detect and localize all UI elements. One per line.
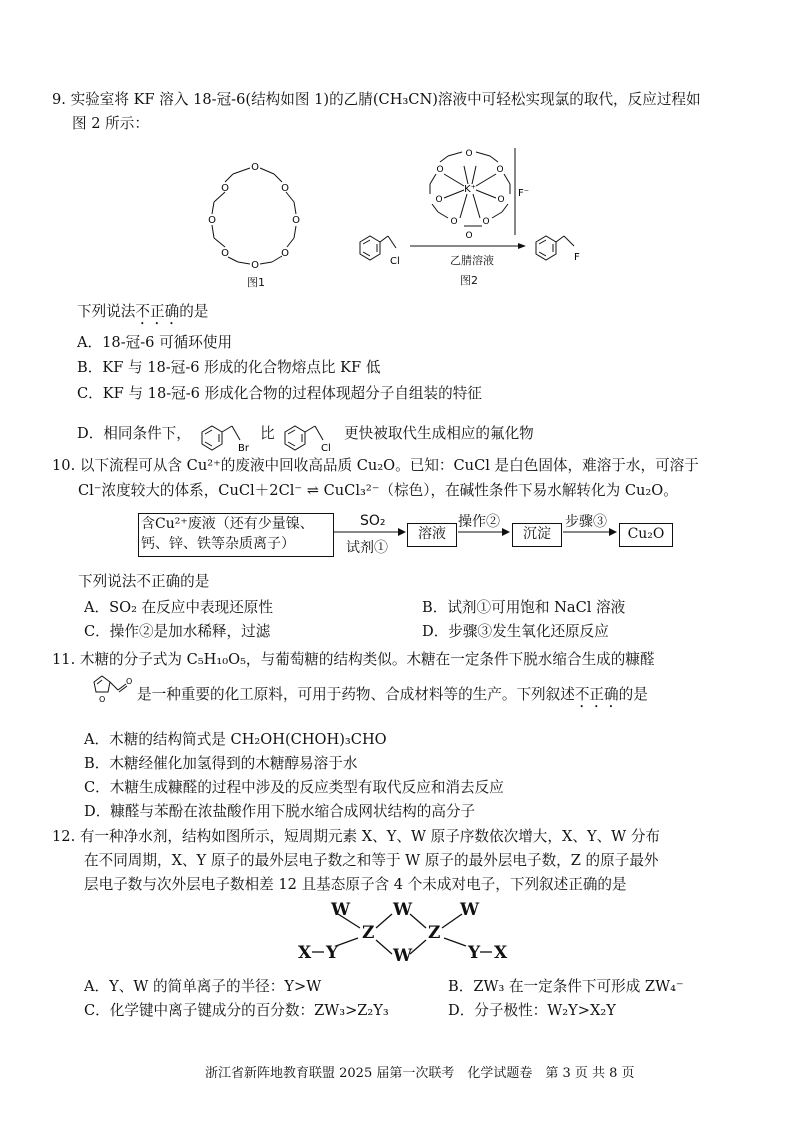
potassium-cation: K⁺ bbox=[464, 184, 476, 195]
crown-oxygen: O bbox=[281, 248, 289, 259]
crown-oxygen: O bbox=[221, 248, 229, 259]
benzyl-fluoride-structure bbox=[536, 236, 574, 260]
flow-box-cu2o: Cu₂O bbox=[619, 523, 673, 547]
complex-oxygen: O bbox=[450, 217, 458, 227]
emphasis-text: 不正确 bbox=[135, 303, 180, 320]
q9-stem-line2: 图 2 所示： bbox=[72, 115, 149, 132]
chlorine-atom: Cl bbox=[390, 256, 400, 267]
q12-option-a: A．Y、W 的简单离子的半径：Y>W bbox=[84, 978, 322, 995]
flow-arrow-3 bbox=[563, 527, 617, 537]
flow-box-solution: 溶液 bbox=[407, 523, 457, 547]
complex-oxygen: O bbox=[435, 195, 443, 205]
emphasis-text: 不正确 bbox=[574, 686, 619, 703]
q10-stem-line2: Cl⁻浓度较大的体系，CuCl＋2Cl⁻ ⇌ CuCl₃²⁻（棕色），在碱性条件下易水解转化为 Cu₂O。 bbox=[78, 482, 678, 499]
structure-atom-y: Y bbox=[326, 943, 339, 963]
q12-number: 12. bbox=[52, 828, 76, 845]
fluorine-atom: F bbox=[574, 252, 580, 263]
fluoride-anion: F⁻ bbox=[518, 188, 530, 199]
structure-atom-x: X bbox=[494, 943, 508, 963]
svg-text:O: O bbox=[126, 677, 133, 686]
crown-oxygen: O bbox=[251, 260, 259, 271]
crown-oxygen: O bbox=[281, 183, 289, 194]
structure-atom-y: Y bbox=[468, 943, 481, 963]
flow-box-precipitate: 沉淀 bbox=[512, 523, 562, 547]
q9-option-d: D．相同条件下， Br 比 Cl 更快被取代生成相应的氟化物 bbox=[77, 418, 534, 452]
crown-oxygen: O bbox=[208, 215, 216, 226]
structure-atom-w: W bbox=[331, 900, 351, 920]
q12-option-d: D．分子极性：W₂Y>X₂Y bbox=[448, 1002, 616, 1019]
complex-oxygen: O bbox=[496, 165, 504, 175]
flow-arrow1-top-label: SO₂ bbox=[360, 513, 386, 529]
structure-atom-w: W bbox=[460, 900, 480, 920]
svg-text:Cl: Cl bbox=[321, 443, 332, 452]
figure-1-crown-ether bbox=[188, 152, 318, 282]
benzyl-chloride-structure-small bbox=[279, 418, 339, 452]
q11-stem-line1: 11. 木糖的分子式为 C₅H₁₀O₅，与葡萄糖的结构类似。木糖在一定条件下脱水缩合生成的糠醛 bbox=[52, 651, 655, 668]
q12-stem-line3: 层电子数与次外层电子数相差 12 且基态原子含 4 个未成对电子，下列叙述正确的是 bbox=[84, 876, 627, 893]
q10-option-a: A．SO₂ 在反应中表现还原性 bbox=[84, 599, 273, 616]
complex-oxygen: O bbox=[465, 231, 473, 241]
q11-stem-line2: 是一种重要的化工原料，可用于药物、合成材料等的生产。下列叙述不正确的是 bbox=[137, 686, 648, 703]
q10-option-d: D．步骤③发生氧化还原反应 bbox=[422, 623, 609, 640]
complex-oxygen: O bbox=[436, 165, 444, 175]
q11-option-a: A．木糖的结构简式是 CH₂OH(CHOH)₃CHO bbox=[84, 731, 387, 748]
structure-atom-w: W bbox=[393, 900, 413, 920]
svg-text:O: O bbox=[99, 695, 106, 704]
q9-question: 下列说法不正确的是 bbox=[77, 303, 209, 320]
q9-option-b: B．KF 与 18-冠-6 形成的化合物熔点比 KF 低 bbox=[77, 359, 381, 376]
q11-option-d: D．糠醛与苯酚在浓盐酸作用下脱水缩合成网状结构的高分子 bbox=[84, 803, 476, 820]
q12-stem-line1: 12. 有一种净水剂，结构如图所示，短周期元素 X、Y、W 原子序数依次增大，X、Y、W 分布 bbox=[52, 828, 661, 845]
q10-option-c: C．操作②是加水稀释，过滤 bbox=[84, 623, 271, 640]
figure-2-label: 图2 bbox=[460, 274, 478, 287]
complex-oxygen: O bbox=[482, 217, 490, 227]
structure-atom-z: Z bbox=[428, 923, 441, 943]
flow-arrow3-top-label: 步骤③ bbox=[565, 514, 607, 530]
q11-number: 11. bbox=[52, 651, 76, 668]
q10-stem-line1: 10. 以下流程可从含 Cu²⁺的废液中回收高品质 Cu₂O。已知：CuCl 是白色固体，难溶于水，可溶于 bbox=[52, 457, 699, 474]
q11-option-c: C．木糖生成糠醛的过程中涉及的反应类型有取代反应和消去反应 bbox=[84, 779, 504, 796]
crown-oxygen: O bbox=[251, 162, 259, 173]
flow-arrow2-top-label: 操作② bbox=[458, 514, 500, 530]
figure-2-solvent-label: 乙腈溶液 bbox=[450, 254, 494, 267]
reaction-arrowhead bbox=[518, 243, 526, 249]
structure-atom-w: W bbox=[393, 946, 413, 966]
q9-number: 9. bbox=[52, 91, 66, 108]
flow-arrow1-bottom-label: 试剂① bbox=[346, 540, 388, 556]
q10-question: 下列说法不正确的是 bbox=[78, 573, 210, 590]
q11-option-b: B．木糖经催化加氢得到的木糖醇易溶于水 bbox=[84, 755, 358, 772]
complex-oxygen: O bbox=[465, 149, 473, 159]
crown-oxygen: O bbox=[292, 215, 300, 226]
benzyl-bromide-structure bbox=[196, 418, 256, 452]
page-footer: 浙江省新阵地教育联盟 2025 届第一次联考 化学试题卷 第 3 页 共 8 页 bbox=[205, 1066, 635, 1081]
q9-option-c: C．KF 与 18-冠-6 形成化合物的过程体现超分子自组装的特征 bbox=[77, 385, 482, 402]
q9-option-a: A．18-冠-6 可循环使用 bbox=[77, 334, 233, 351]
structure-atom-z: Z bbox=[362, 923, 375, 943]
complex-oxygen: O bbox=[497, 195, 505, 205]
flow-arrow-2 bbox=[458, 527, 510, 537]
q10-number: 10. bbox=[52, 457, 76, 474]
structure-atom-x: X bbox=[298, 943, 312, 963]
svg-text:Br: Br bbox=[237, 443, 249, 452]
furfural-structure bbox=[88, 672, 136, 708]
flow-box-waste-liquid: 含Cu²⁺废液（还有少量镍、 钙、锌、铁等杂质离子） bbox=[138, 513, 334, 557]
q12-option-b: B．ZW₃ 在一定条件下可形成 ZW₄⁻ bbox=[448, 978, 684, 995]
crown-oxygen: O bbox=[221, 183, 229, 194]
q9-stem-line1: 9. 实验室将 KF 溶入 18-冠-6(结构如图 1)的乙腈(CH₃CN)溶液中可轻松实现氯的取代，反应过程如 bbox=[52, 91, 701, 108]
q12-stem-line2: 在不同周期，X、Y 原子的最外层电子数之和等于 W 原子的最外层电子数，Z 的原子最外 bbox=[84, 852, 659, 869]
q12-option-c: C．化学键中离子键成分的百分数：ZW₃>Z₂Y₃ bbox=[84, 1002, 389, 1019]
figure-1-label: 图1 bbox=[247, 276, 265, 289]
flow-arrow-1 bbox=[334, 527, 406, 537]
q10-option-b: B．试剂①可用饱和 NaCl 溶液 bbox=[422, 599, 626, 616]
